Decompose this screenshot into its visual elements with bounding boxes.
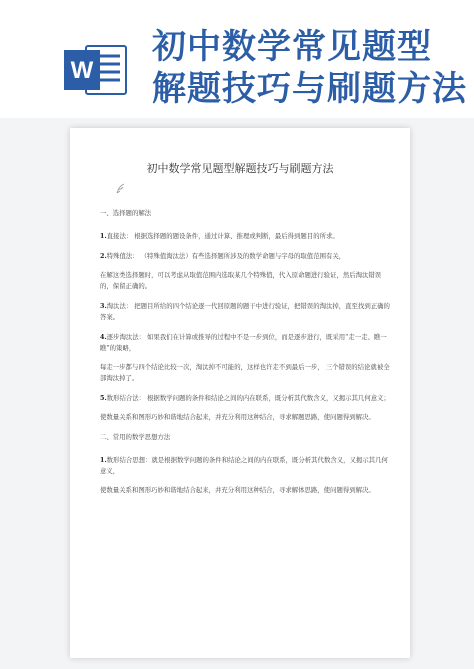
paragraph: 每走一步都与四个结论比较一次，淘汰掉不可能的，这样也许走不到最后一步， 三个错误的结论就被全部淘汰掉了。 [100, 363, 390, 382]
word-doc-icon [64, 42, 128, 98]
paragraph-text: 淘汰法： 把题目所给的四个结论逐一代回原题的题干中进行验证，把错误的淘汰掉，直至找到正确的答案。 [100, 302, 390, 321]
item-number: 1. [100, 232, 107, 240]
paragraph [100, 393, 390, 404]
paragraph: 使数量关系和图形巧妙和谐地结合起来，并充分利用这种结合，寻求解题思路，使问题得到解决。 [100, 413, 375, 421]
word-logo-letter: W [70, 57, 94, 84]
paragraph-text: 直接法： 根据选择题的题设条件，通过计算、推理或判断，最后得到题目的所求。 [106, 232, 339, 240]
title-banner [0, 0, 474, 118]
banner-title-line2: 解题技巧与刷题方法 [152, 69, 467, 109]
paragraph-text: 数形结合思想：就是根据数学问题的条件和结论之间的内在联系，既分析其代数含义，又揭示其几何意义， [100, 456, 388, 475]
paragraph [100, 332, 390, 354]
section-heading: 一、选择题的解法 [100, 209, 152, 217]
paragraph [100, 455, 390, 477]
paragraph-text: 特殊值法： （特殊值淘汰法）有些选择题所涉及的数学命题与字母的取值范围有关， [106, 252, 346, 260]
paragraph-text: 逐步淘汰法： 如果我们在计算或推导的过程中不是一步到位，而是逐步进行，既采用“走一走、瞧一瞧”的策略， [100, 333, 387, 352]
paragraph [100, 301, 390, 323]
document-page [70, 128, 410, 658]
paragraph-text: 数形结合法： 根据数学问题的条件和结论之间的内在联系，既分析其代数含义，又揭示其几何意义； [106, 394, 390, 402]
paragraph [100, 231, 390, 242]
item-number: 3. [100, 302, 107, 310]
item-number: 1. [100, 456, 107, 464]
item-number: 2. [100, 252, 107, 260]
banner-title-line1: 初中数学常见题型 [152, 27, 432, 67]
section-heading: 二、常用的数学思想方法 [100, 433, 171, 441]
document-title: 初中数学常见题型解题技巧与刷题方法 [146, 162, 334, 175]
pen-icon [114, 182, 128, 196]
document-body [100, 208, 390, 505]
paragraph: 使数量关系和图形巧妙和谐地结合起来，并充分利用这种结合，寻求解体思路，使问题得到解决。 [100, 486, 375, 494]
item-number: 5. [100, 394, 107, 402]
item-number: 4. [100, 333, 107, 341]
paragraph [100, 251, 390, 262]
banner-title [152, 26, 468, 110]
paragraph: 在解这类选择题时，可以考虑从取值范围内选取某几个特殊值，代入原命题进行验证，然后淘汰错误的，保留正确的。 [100, 271, 382, 290]
